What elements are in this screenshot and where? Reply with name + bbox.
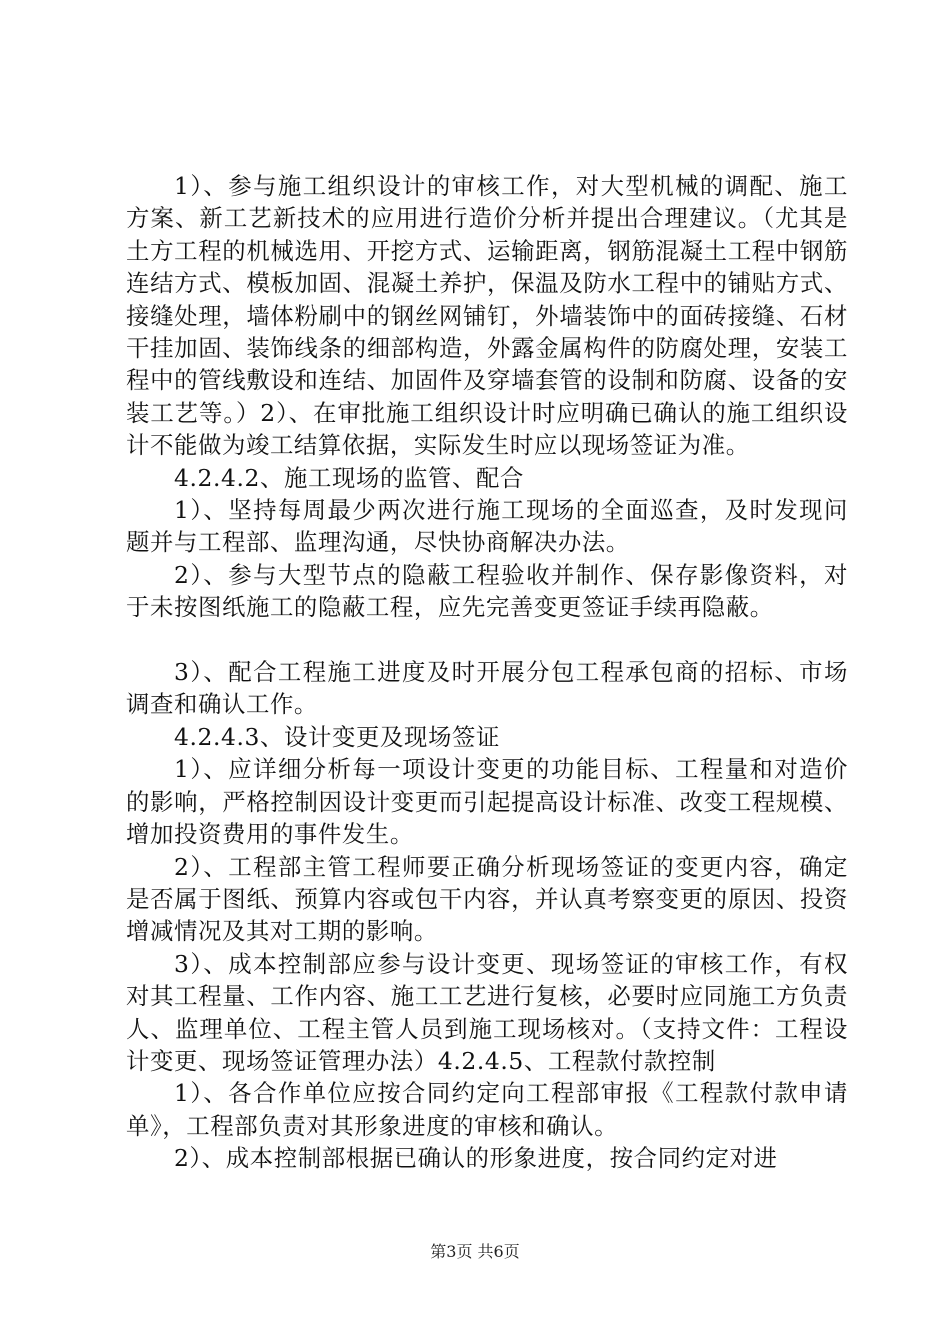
section-heading-4-2-4-2: 4.2.4.2、施工现场的监管、配合: [174, 463, 524, 492]
paragraph-cost-control-review: 3）、成本控制部应参与设计变更、现场签证的审核工作，有权对其工程量、工作内容、施工工艺进行复核，必要时应同施工方负责人、监理单位、工程主管人员到施工现场核对。（支持文件：工程设计变更、现场签证管理办法）4.2.4.5、工程款付款控制: [126, 949, 848, 1075]
paragraph-design-change-analysis: 1）、应详细分析每一项设计变更的功能目标、工程量和对造价的影响，严格控制因设计变更而引起提高设计标准、改变工程规模、增加投资费用的事件发生。: [126, 755, 848, 849]
paragraph-payment-application: 1）、各合作单位应按合同约定向工程部审报《工程款付款申请单》，工程部负责对其形象进度的审核和确认。: [126, 1079, 848, 1140]
paragraph-concealed-works: 2）、参与大型节点的隐蔽工程验收并制作、保存影像资料，对于未按图纸施工的隐蔽工程，应先完善变更签证手续再隐蔽。: [126, 560, 848, 622]
paragraph-subcontract-tender: 3）、配合工程施工进度及时开展分包工程承包商的招标、市场调查和确认工作。: [126, 658, 848, 719]
section-heading-4-2-4-3: 4.2.4.3、设计变更及现场签证: [174, 722, 500, 751]
blank-line: [126, 624, 848, 656]
page-footer: [0, 1242, 950, 1262]
paragraph-review-construction-design: 1）、参与施工组织设计的审核工作，对大型机械的调配、施工方案、新工艺新技术的应用进行造价分析并提出合理建议。（尤其是土方工程的机械选用、开挖方式、运输距离，钢筋混凝土工程中钢筋连结方式、模板加固、混凝土养护，保温及防水工程中的铺贴方式、接缝处理，墙体粉刷中的钢丝网铺钉，外墙装饰中的面砖接缝、石材干挂加固、装饰线条的细部构造，外露金属构件的防腐处理，安装工程中的管线敷设和连结、加固件及穿墙套管的设制和防腐、设备的安装工艺等。）2）、在审批施工组织设计时应明确已确认的施工组织设计不能做为竣工结算依据，实际发生时应以现场签证为准。: [126, 172, 848, 460]
document-body: [126, 170, 848, 1175]
paragraph-site-inspection: 1）、坚持每周最少两次进行施工现场的全面巡查，及时发现问题并与工程部、监理沟通，尽快协商解决办法。: [126, 496, 848, 557]
paragraph-site-visa-analysis: 2）、工程部主管工程师要正确分析现场签证的变更内容，确定是否属于图纸、预算内容或包干内容，并认真考察变更的原因、投资增减情况及其对工期的影响。: [126, 852, 848, 946]
page-number: 第3页 共6页: [430, 1242, 520, 1261]
paragraph-cost-control-payment: 2）、成本控制部根据已确认的形象进度，按合同约定对进: [174, 1144, 778, 1173]
